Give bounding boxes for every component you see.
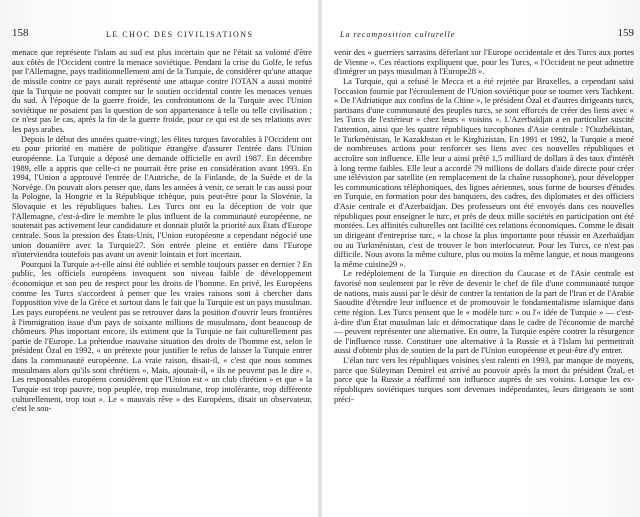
book-gutter bbox=[318, 0, 322, 517]
left-page-text bbox=[12, 48, 312, 414]
right-running-head bbox=[334, 27, 634, 44]
left-paragraph-3: Pourquoi la Turquie a-t-elle ainsi été oubliée et semble toujours passer en dernier ? En public, les officiels européens invoquent son niveau faible de développement économique et son peu de respect pour les droits de l'homme. En privé, les Européens comme les Turcs s'accordent à penser que les vraies raisons sont à chercher dans l'opposition vive de la Grèce et surtout dans le fait que la Turquie est un pays musulman. Les pays européens ne veulent pas se retrouver dans la position d'ouvrir leurs frontières à l'immigration issue d'un pays de soixante millions de musulmans, dont beaucoup de chômeurs. Plus important encore, ils estiment que la Turquie ne fait culturellement pas partie de l'Europe. La prétendue mauvaise situation des droits de l'homme est, selon le président Özal en 1992, « un prétexte pour justifier le refus de laisser la Turquie entrer dans la communauté européenne. La vraie raison, disait-il, « c'est que nous sommes musulmans alors qu'ils sont chrétiens », Mais, ajoutait-il, « ils ne peuvent pas le dire ». Les responsables européens considèrent que l'Union est « un club chrétien » et que « la Turquie est trop pauvre, trop peuplée, trop musulmane, trop intolérante, trop différente culturellement, trop tout ». Le « mauvais rêve » des Européens, disait un observateur, c'est le sou- bbox=[12, 258, 313, 414]
left-paragraph-2: Depuis le début des années quatre-vingt, les élites turques favorables à l'Occident ont eu pour priorité en matière de politique étrangère d'assurer l'entrée dans l'Union européenne. La Turquie a déposé une demande officielle en avril 1987. En décembre 1989, elle a appris que celle-ci ne pourrait être prise en considération avant 1993. En 1994, l'Union a approuvé l'entrée de l'Autriche, de la Finlande, de la Suède et de la Norvège. On pouvait alors penser que, dans les années à venir, ce serait le cas aussi pour la Pologne, la Hongrie et la République tchèque, puis peut-être pour la Slovénie, la Slovaquie et les républiques baltes. Les Turcs ont eu la déception de voir que l'Allemagne, c'est-à-dire le membre le plus influent de la communauté européenne, ne soutenait pas activement leur candidature et donnait plutôt la priorité aux États d'Europe centrale. Sous la pression des États-Unis, l'Union européenne a cependant négocié une union douanière avec la Turquie27. Son entrée pleine et entière dans l'Europe n'interviendra toutefois pas avant un avenir lointain et fort incertain. bbox=[12, 133, 312, 260]
right-paragraph-1: venir des « guerriers sarrasins déferlant sur l'Europe occidentale et des Turcs aux portes de Vienne ». Ces réactions expliquent que, pour les Turcs, « l'Occident ne peut admettre d'intégrer un pays musulman à l'Europe28 ». bbox=[334, 47, 634, 77]
right-page-text bbox=[334, 48, 634, 404]
left-running-head bbox=[12, 27, 312, 44]
right-page-number: 159 bbox=[617, 27, 634, 39]
right-paragraph-2: La Turquie, qui a refusé le Mecca et a été rejetée par Bruxelles, a cependant saisi l'occasion fournie par l'écroulement de l'Union soviétique pour se tourner vers Tachkent. « De l'Adriatique aux confins de la Chine », le président Özal et d'autres dirigeants turcs, partisans d'une communauté des peuples turcs, se sont efforcés de créer des liens avec « les Turcs de l'extérieur » chez leurs « voisins ». L'Azerbaïdjan a en particulier suscité l'attention, ainsi que les quatre républiques turcophones d'Asie centrale : l'Ouzbékistan, le Turkménistan, le Kazakhstan et le Kirghizistan. En 1991 et 1992, la Turquie a mené de nombreuses actions pour renforcer ses liens avec ces nouvelles républiques et accroître son influence. Elle leur a ainsi prêté 1,5 milliard de dollars à des taux d'intérêt à long terme faibles. Elle leur a accordé 79 millions de dollars d'aide directe pour créer une télévision par satellite (en remplacement de la chaîne russophone), pour développer les communications téléphoniques, des lignes aériennes, sous forme de bourses d'études en Turquie, en formation pour des banquiers, des cadres, des diplomates et des officiers d'Asie centrale et d'Azerbaïdjan. Des professeurs ont été envoyés dans ces nouvelles républiques pour enseigner le turc, et près de deux mille sociétés en participation ont été montées. Les affinités culturelles ont facilité ces relations économiques. Comme le disait un dirigeant d'entreprise turc, « la chose la plus importante pour réussir en Azerbaïdjan ou au Turkménistan, c'est de trouver le bon interlocuteur. Pour les Turcs, ce n'est pas difficile. Nous avons la même culture, plus ou moins la même langue, et nous mangeons la même cuisine29 ». bbox=[334, 75, 634, 269]
left-page bbox=[12, 0, 312, 517]
right-page bbox=[334, 0, 634, 517]
right-paragraph-4: L'élan turc vers les républiques voisines s'est ralenti en 1993, par manque de moyens, parce que Süleyman Demirel est arrivé au pouvoir après la mort du président Özal, et parce que la Russie a réaffirmé son influence auprès de ses voisins. Lorsque les ex-républiques soviétiques turques sont devenues indépendantes, leurs dirigeants se sont préci- bbox=[334, 355, 634, 404]
left-running-title: LE CHOC DES CIVILISATIONS bbox=[106, 30, 254, 39]
left-page-number: 158 bbox=[12, 27, 29, 39]
left-paragraph-1: menace que représente l'islam au sud est plus incertain que ne l'était sa volonté d'être aux côtés de l'Occident contre la menace soviétique. Pendant la crise du Golfe, le refus par l'Allemagne, pays traditionnellement ami de la Turquie, de considérer qu'une attaque de missile contre ce pays aurait représenté une attaque contre l'OTAN a aussi montré que la Turquie ne pouvait compter sur le soutien occidental contre les menaces venues du sud. À l'époque de la guerre froide, les confrontations de la Turquie avec l'Union soviétique ne posaient pas la question de son appartenance à telle ou telle civilisation ; ce n'est pas le cas, après la fin de la guerre froide, pour ce qui est de ses relations avec les pays arabes. bbox=[12, 47, 312, 134]
right-paragraph-3: Le redéploiement de la Turquie en direction du Caucase et de l'Asie centrale est favorisé non seulement par le rêve de devenir le chef de file d'une communauté turque de nations, mais aussi par le désir de contrer la tentation de la part de l'Iran et de l'Arabie Saoudite d'étendre leur influence et de promouvoir le fondamentalisme islamique dans cette région. Les Turcs pensent que le « modèle turc » ou l'« idée de Turquie » — c'est-à-dire d'un État musulman laïc et démocratique dans le cadre de l'économie de marché — peuvent représenter une alternative. En outre, la Turquie espère contrer la résurgence de l'influence russe. Constituer une alternative à la Russie et à l'Islam lui permettrait aussi d'obtenir plus de soutien de la part de l'Union européenne et peut-être d'y entrer. bbox=[334, 268, 634, 356]
right-running-title: La recomposition culturelle bbox=[340, 30, 456, 39]
